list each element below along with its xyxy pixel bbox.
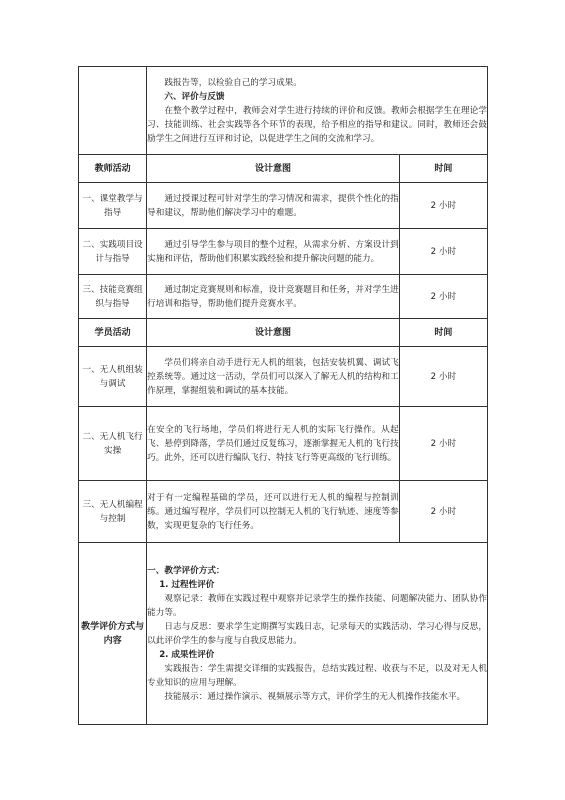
teacher-row — [79, 275, 488, 319]
teacher-time: 2 小时 — [399, 229, 487, 275]
student-activity: 一、无人机组装与调试 — [79, 347, 147, 407]
empty-label-cell — [79, 67, 147, 155]
teacher-intent: 通过制定竞赛规则和标准，设计竞赛题目和任务，并对学生进行培训和指导，帮助他们提升竞赛水平。 — [147, 275, 400, 319]
student-time: 2 小时 — [399, 481, 487, 543]
student-intent: 学员们将亲自动手进行无人机的组装，包括安装机翼、调试飞控系统等。通过这一活动，学员们可以深入了解无人机的结构和工作原理，掌握组装和调试的基本技能。 — [147, 347, 400, 407]
evaluation-label: 教学评价方式与内容 — [79, 543, 147, 725]
lesson-plan-table — [78, 66, 488, 725]
header-time: 时间 — [399, 319, 487, 347]
student-time: 2 小时 — [399, 347, 487, 407]
teacher-time: 2 小时 — [399, 183, 487, 229]
student-intent: 对于有一定编程基础的学员，还可以进行无人机的编程与控制训练。通过编写程序，学员们可以控制无人机的飞行轨迹、速度等参数，实现更复杂的飞行任务。 — [147, 481, 400, 543]
teacher-time: 2 小时 — [399, 275, 487, 319]
top-line: 践报告等，以检验自己的学习成果。 — [164, 77, 302, 88]
student-time: 2 小时 — [399, 407, 487, 481]
teacher-activity: 一、课堂教学与指导 — [79, 183, 147, 229]
report-paragraph: 实践报告：学生需提交详细的实践报告，总结实践过程、收获与不足，以及对无人机专业知识的应用与理解。 — [147, 663, 487, 688]
observation-paragraph: 观察记录：教师在实践过程中观察并记录学生的操作技能、问题解决能力、团队协作能力等。 — [147, 593, 487, 618]
student-row — [79, 347, 488, 407]
student-activity: 二、无人机飞行实操 — [79, 407, 147, 481]
teacher-row — [79, 229, 488, 275]
header-teacher-activity: 教师活动 — [79, 155, 147, 183]
header-time: 时间 — [399, 155, 487, 183]
top-block-cell — [147, 67, 488, 155]
journal-paragraph: 日志与反思：要求学生定期撰写实践日志，记录每天的实践活动、学习心得与反思，以此评价学生的参与度与自我反思能力。 — [147, 621, 487, 646]
teacher-intent: 通过引导学生参与项目的整个过程，从需求分析、方案设计到实施和评估，帮助他们积累实践经验和提升解决问题的能力。 — [147, 229, 400, 275]
top-block-row — [79, 67, 488, 155]
student-row — [79, 481, 488, 543]
header-design-intent: 设计意图 — [147, 319, 400, 347]
student-activity: 三、无人机编程与控制 — [79, 481, 147, 543]
student-row — [79, 407, 488, 481]
header-design-intent: 设计意图 — [147, 155, 400, 183]
teacher-activity: 三、技能竞赛组织与指导 — [79, 275, 147, 319]
result-eval-heading: 2. 成果性评价 — [159, 649, 215, 660]
teacher-activity: 二、实践项目设计与指导 — [79, 229, 147, 275]
teacher-intent: 通过授课过程可针对学生的学习情况和需求，提供个性化的指导和建议，帮助他们解决学习中的难题。 — [147, 183, 400, 229]
teacher-row — [79, 183, 488, 229]
header-student-activity: 学员活动 — [79, 319, 147, 347]
evaluation-heading: 一、教学评价方式： — [147, 565, 225, 576]
teacher-header-row — [79, 155, 488, 183]
evaluation-content — [147, 543, 488, 725]
evaluation-row — [79, 543, 488, 725]
skill-paragraph: 技能展示：通过操作演示、视频展示等方式，评价学生的无人机操作技能水平。 — [164, 691, 466, 702]
process-eval-heading: 1. 过程性评价 — [159, 579, 215, 590]
section-heading: 六、评价与反馈 — [164, 91, 225, 102]
student-header-row — [79, 319, 488, 347]
feedback-paragraph: 在整个教学过程中，教师会对学生进行持续的评价和反馈。教师会根据学生在理论学习、技能训练、社会实践等各个环节的表现，给予相应的指导和建议。同时，教师还会鼓励学生之间进行互评和讨论，以促进学生之间的交流和学习。 — [147, 105, 487, 144]
student-intent: 在安全的飞行场地，学员们将进行无人机的实际飞行操作。从起飞、悬停到降落，学员们通过反复练习，逐渐掌握无人机的飞行技巧。此外，还可以进行编队飞行、特技飞行等更高级的飞行训练。 — [147, 407, 400, 481]
